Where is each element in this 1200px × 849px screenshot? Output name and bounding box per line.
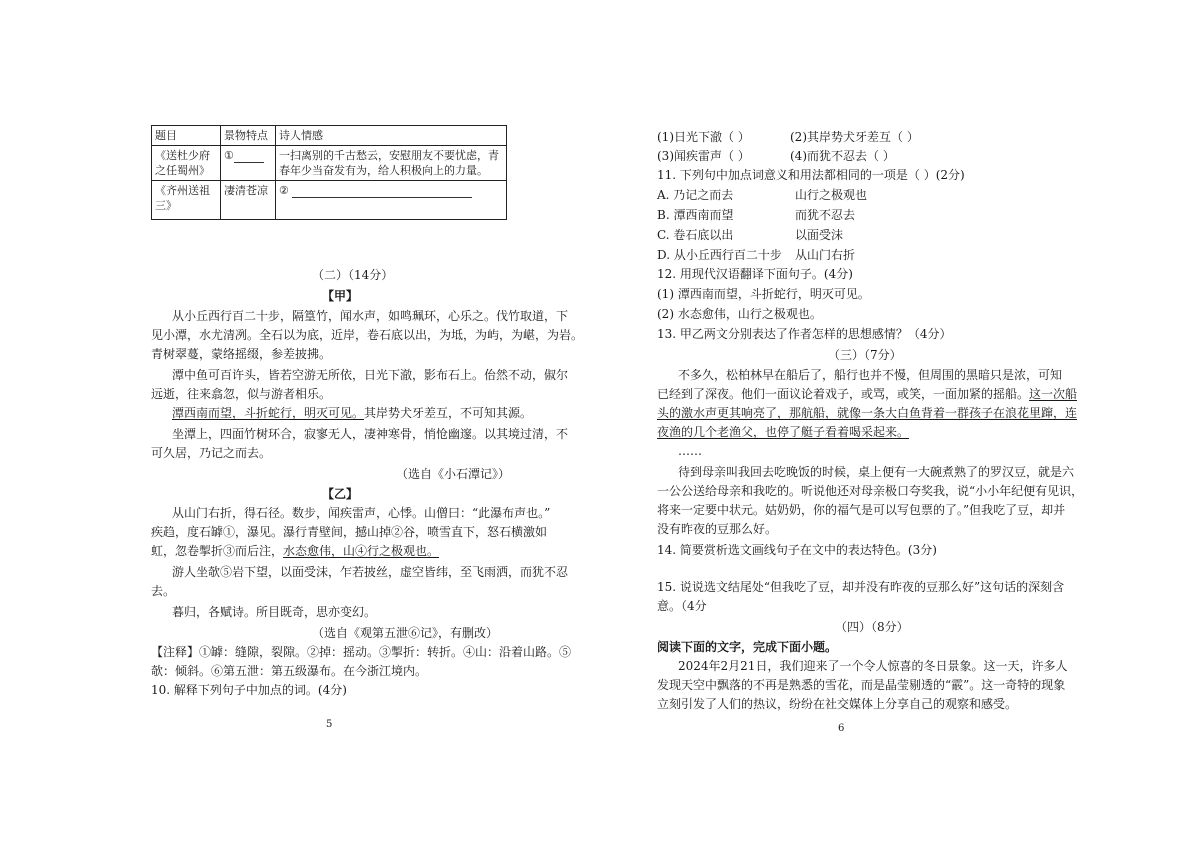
table-cell-title: 《齐州送祖三》 (152, 181, 221, 220)
underlined-sentence: 夜渔的几个老渔父，也停了艇子看着喝采起来。 (657, 425, 910, 439)
q12-item: (1) 潭西南而望，斗折蛇行，明灭可见。 (657, 287, 870, 301)
table-cell-emotion: 一扫离别的千古愁云，安慰朋友不要忧虑，青春年少当奋发有为，给人积极向上的力量。 (276, 146, 507, 181)
section-instruction: 阅读下面的文字，完成下面小题。 (657, 640, 838, 654)
text-line: 远逝，往来翕忽，似与游者相乐。 (151, 387, 332, 401)
q10-item: (4)而犹不忍去（ ） (790, 149, 895, 163)
text-line (657, 385, 1077, 403)
answer-blank[interactable] (234, 162, 264, 163)
text-line: 一公公送给母亲和我吃的。听说他还对母亲极口夸奖我，说“小小年纪便有见识， (657, 484, 1084, 498)
text-line: 可久居，乃记之而去。 (151, 446, 272, 460)
question-12: 12. 用现代汉语翻译下面句子。(4分) (657, 267, 853, 281)
text-line: 待到母亲叫我回去吃晚饭的时候，桌上便有一大碗煮熟了的罗汉豆，就是六 (678, 465, 1075, 479)
right-page (600, 0, 1200, 849)
q12-item: (2) 水态愈伟，山行之极观也。 (657, 307, 822, 321)
question-10: 10. 解释下列句子中加点的词。(4分) (151, 683, 347, 697)
text-line: 从小丘西行百二十步，隔篁竹，闻水声，如鸣珮环，心乐之。伐竹取道，下 (172, 309, 569, 323)
notes-line: 欹：倾斜。⑥第五泄：第五级瀑布。在今浙江境内。 (151, 664, 428, 678)
text-fragment: 已经到了深夜。他们一面议论着戏子，或骂，或笑，一面加紧的摇船。 (657, 387, 1030, 401)
text-line: 将来一定要中状元。姑奶奶，你的福气是可以写包票的了。”但我吃了豆，却并 (657, 503, 1066, 517)
poem-comparison-table (151, 125, 507, 220)
text-line: 暮归，各赋诗。所目既奇，思亦变幻。 (172, 605, 377, 619)
option-b-right: 而犹不忍去 (795, 208, 856, 222)
table-cell-emotion (276, 181, 507, 220)
text-line: 坐潭上，四面竹树环合，寂寥无人，凄神寒骨，悄怆幽邃。以其境过清，不 (172, 427, 569, 441)
underlined-sentence: 头的激水声更其响亮了，那航船，就像一条大白鱼背着一群孩子在浪花里蹿，连 (657, 406, 1078, 420)
text-line: 没有昨夜的豆那么好。 (657, 522, 778, 536)
text-line: 见小潭，水尤清冽。全石以为底，近岸，卷石底以出，为坻，为屿，为嵁，为岩。 (151, 328, 584, 342)
answer-blank[interactable] (292, 197, 472, 198)
question-14: 14. 简要赏析选文画线句子在文中的表达特色。(3分) (657, 543, 937, 557)
table-header-cell: 题目 (152, 126, 221, 146)
option-c-left: C. 卷石底以出 (657, 228, 734, 242)
option-d-right: 从山门右折 (795, 248, 856, 262)
question-15-line: 15. 说说选文结尾处“但我吃了豆，却并没有昨夜的豆那么好”这句话的深刻含 (657, 580, 1065, 594)
underlined-sentence: 这一次船 (1029, 387, 1078, 401)
underlined-sentence: 水态愈伟，山④行之极观也。 (283, 544, 440, 558)
section-title: （二）（14分） (312, 268, 394, 282)
question-15-line: 意。（4分 (657, 599, 707, 613)
q10-item: (1)日光下澈（ ） (657, 130, 750, 144)
passage-yi-title: 【乙】 (322, 487, 359, 501)
notes-line: 【注释】①罅：缝隙，裂隙。②掉：摇动。③掣折：转折。④山：沿着山路。⑤ (151, 645, 572, 659)
table-header-cell: 诗人情感 (276, 126, 507, 146)
option-a-right: 山行之极观也 (795, 188, 868, 202)
option-d-left: D. 从小丘西行百二十步 (657, 248, 782, 262)
option-c-right: 以面受沫 (795, 228, 844, 242)
text-line (151, 542, 439, 560)
table-row (152, 146, 507, 181)
table-row (152, 181, 507, 220)
table-cell-title: 《送杜少府之任蜀州》 (152, 146, 221, 181)
q10-item: (2)其岸势犬牙差互（ ） (790, 130, 919, 144)
section-title: （三）（7分） (828, 348, 902, 362)
underlined-sentence: 潭西南而望，斗折蛇行，明灭可见。 (172, 406, 365, 420)
ellipsis: …… (678, 444, 702, 458)
text-line: 2024年2月21日，我们迎来了一个令人惊喜的冬日景象。这一天，许多人 (678, 659, 1068, 673)
table-cell-scene: 凄清苍凉 (221, 181, 276, 220)
text-line: 发现天空中飘落的不再是熟悉的雪花，而是晶莹剔透的“霰”。这一奇特的现象 (657, 678, 1066, 692)
text-line: 立刻引发了人们的热议，纷纷在社交媒体上分享自己的观察和感受。 (657, 697, 1018, 711)
question-11: 11. 下列句中加点词意义和用法都相同的一项是（ ）(2分) (657, 168, 965, 182)
text-line: 游人坐欹⑤岩下望，以面受沫，乍若披丝，虚空皆纬，至飞雨洒，而犹不忍 (172, 565, 569, 579)
table-header-row (152, 126, 507, 146)
table-header-cell: 景物特点 (221, 126, 276, 146)
source-citation: （选自《小石潭记》） (396, 467, 511, 481)
option-a-left: A. 乃记之而去 (657, 188, 734, 202)
text-line: 潭中鱼可百许头，皆若空游无所依，日光下澈，影布石上。佁然不动，俶尔 (172, 368, 569, 382)
blank-marker: ② (279, 184, 289, 197)
text-line: 从山门右折，得石径。数步，闻疾雷声，心悸。山僧曰：“此瀑布声也。” (172, 506, 551, 520)
passage-jia-title: 【甲】 (322, 289, 359, 303)
text-line: 不多久，松柏林早在船后了，船行也并不慢，但周围的黑暗只是浓，可知 (678, 368, 1063, 382)
page-number: 6 (838, 723, 845, 734)
source-citation: （选自《观第五泄⑥记》，有删改） (312, 626, 499, 640)
text-line: 青树翠蔓，蒙络摇缀，参差披拂。 (151, 347, 332, 361)
question-13: 13. 甲乙两文分别表达了作者怎样的思想感情？（4分） (657, 327, 952, 341)
text-line (172, 404, 532, 422)
blank-marker: ① (224, 149, 234, 162)
page-number: 5 (326, 719, 333, 730)
text-line: 去。 (151, 584, 176, 598)
q10-item: (3)闻疾雷声（ ） (657, 149, 750, 163)
text-line: 疾趋，度石罅①，瀑见。瀑行青壁间，撼山掉②谷，喷雪直下，怒石横激如 (151, 525, 548, 539)
option-b-left: B. 潭西南而望 (657, 208, 734, 222)
text-fragment: 其岸势犬牙差互，不可知其源。 (364, 406, 533, 420)
section-title: （四）（8分） (835, 620, 909, 634)
table-cell-scene (221, 146, 276, 181)
text-fragment: 虹，忽卷掣折③而后注， (151, 544, 284, 558)
